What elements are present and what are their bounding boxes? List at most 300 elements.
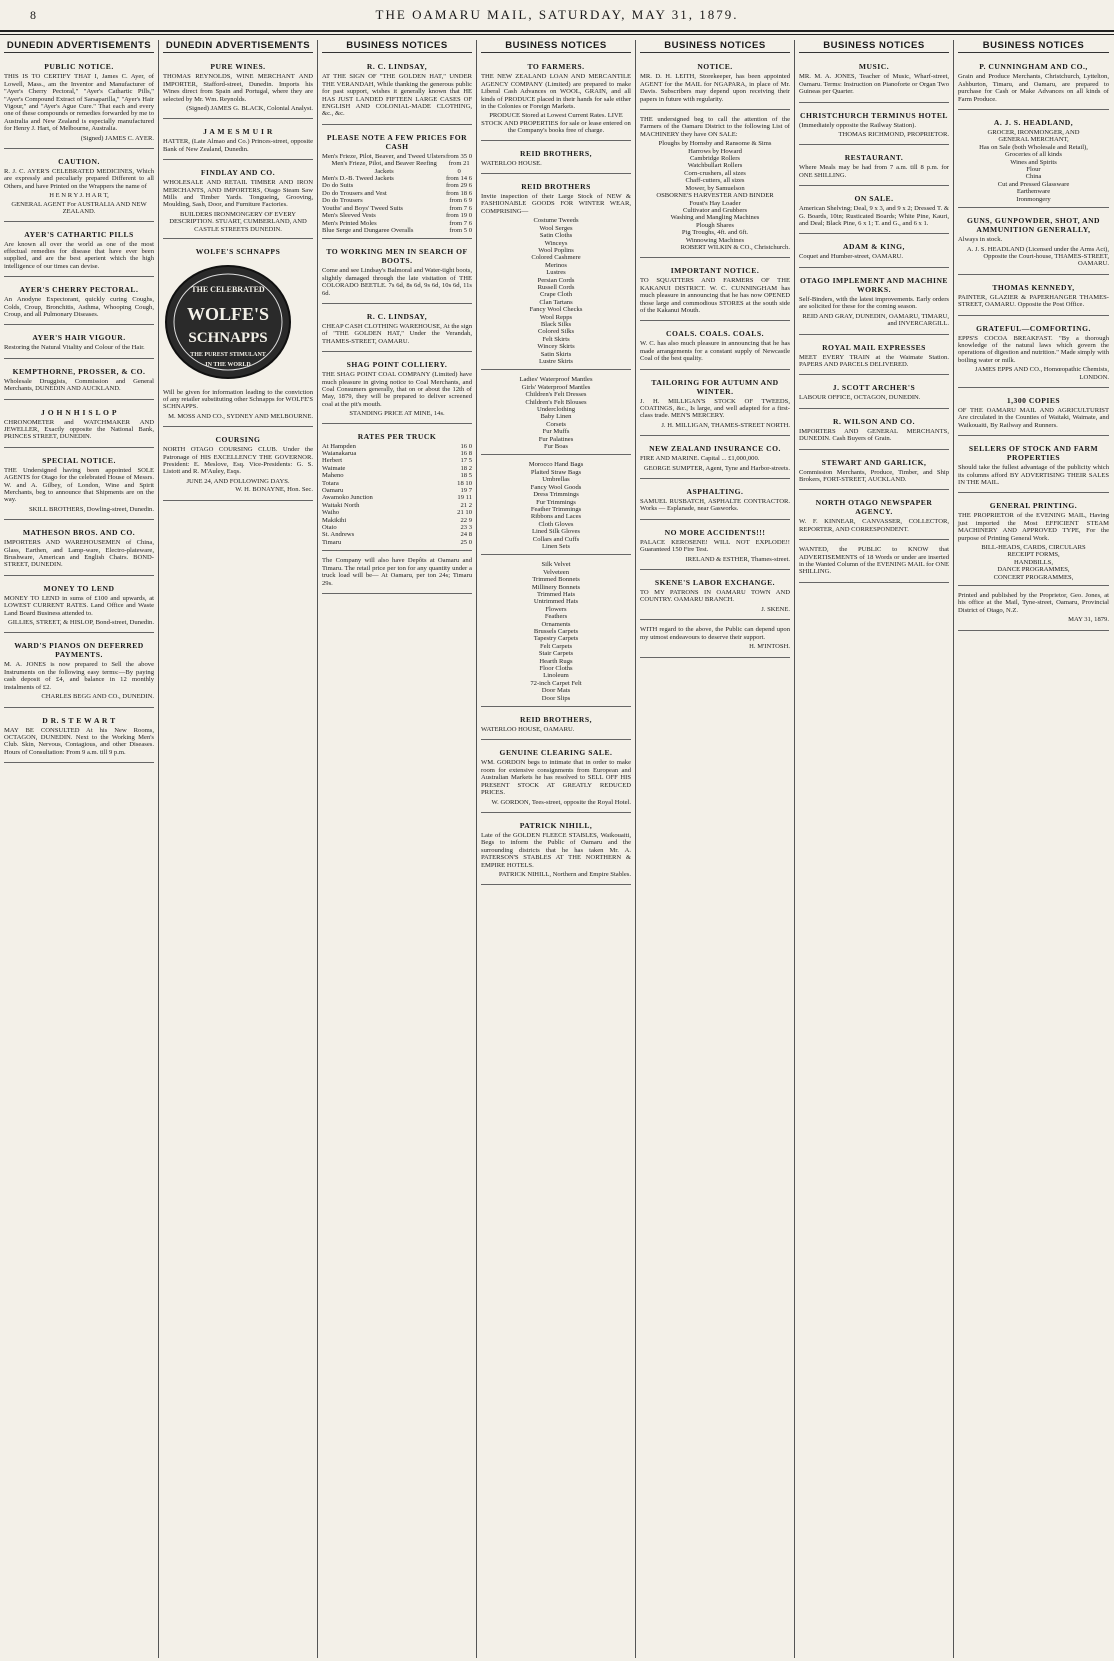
advertisement xyxy=(322,242,472,304)
price-row xyxy=(322,487,472,494)
price-value: 24 8 xyxy=(460,531,472,539)
ad-title: AYER'S HAIR VIGOUR. xyxy=(32,333,126,343)
list-item: Earthenware xyxy=(1016,188,1051,196)
price-row xyxy=(322,443,472,450)
price-row xyxy=(322,531,472,538)
advertisement xyxy=(163,122,313,160)
ad-body: IMPORTERS AND GENERAL MERCHANTS, DUNEDIN. Cash Buyers of Grain. xyxy=(799,427,949,443)
ad-body: AT THE SIGN OF "THE GOLDEN HAT," UNDER THE VERANDAH, While thanking the generous public for past support, wishes it generally known that HE HAS JUST LANDED FIFTEEN LARGE CASES OF ENGLISH AND COLONIAL-MADE CLOTHING, &c., &c. xyxy=(322,73,472,118)
list-item: Stair Carpets xyxy=(538,650,574,658)
list-item: Fur Muffs xyxy=(542,428,570,436)
list-item: Wool Serges xyxy=(539,224,573,232)
advertisement xyxy=(4,579,154,634)
list-item: Umbrellas xyxy=(542,476,570,484)
list-item: Baby Linen xyxy=(540,413,572,421)
price-row xyxy=(322,502,472,509)
ad-body: Restoring the Natural Vitality and Colour of the Hair. xyxy=(4,344,145,352)
list-item: Winceys xyxy=(544,239,568,247)
ad-title: REID BROTHERS xyxy=(521,182,591,192)
ad-body: (Immediately opposite the Railway Station). xyxy=(799,121,917,129)
ad-title: ROYAL MAIL EXPRESSES xyxy=(822,342,926,352)
ad-title: CAUTION. xyxy=(58,157,100,167)
advertisement xyxy=(481,458,631,555)
price-value: 19 11 xyxy=(457,494,472,502)
price-item: Totara xyxy=(322,479,339,487)
advertisement xyxy=(640,373,790,437)
list-item: China xyxy=(1025,173,1042,181)
ad-title: NORTH OTAGO NEWSPAPER AGENCY. xyxy=(815,498,933,517)
price-value: 23 3 xyxy=(460,524,472,532)
ad-signature: J. SKENE. xyxy=(761,605,790,613)
ad-signature: ROBERT WILKIN & CO., Christchurch. xyxy=(680,243,790,251)
price-value: from 35 0 xyxy=(445,152,472,160)
ad-title: NO MORE ACCIDENTS!!! xyxy=(664,527,766,537)
list-item: Costume Tweeds xyxy=(533,217,579,225)
price-value: from 6 9 xyxy=(449,197,472,205)
list-item: GENERAL MERCHANT, xyxy=(998,136,1069,144)
ad-list xyxy=(481,376,631,450)
ad-body: TO SQUATTERS AND FARMERS OF THE KAKANUI DISTRICT. W. C. CUNNINGHAM has much pleasure in announcing that he has now OPENED those large and commodious STORES at the south side of the Kakanui Mouth. xyxy=(640,277,790,314)
ad-signature: M. MOSS AND CO., SYDNEY AND MELBOURNE. xyxy=(168,412,313,420)
column-header: DUNEDIN ADVERTISEMENTS xyxy=(4,40,154,53)
ad-body: WANTED, the PUBLIC to KNOW that ADVERTISEMENTS of 18 Words or under are inserted in the Wanted Column of the EVENING MAIL for ONE SHILLING. xyxy=(799,546,949,576)
list-item: Fur Trimmings xyxy=(536,498,576,506)
masthead-rule-thin xyxy=(0,34,1114,35)
advertisement xyxy=(4,403,154,448)
ad-subtitle: BUILDERS IRONMONGERY OF EVERY DESCRIPTION. STUART, CUMBERLAND, AND CASTLE STREETS DUNEDIN. xyxy=(169,210,307,233)
ad-body: THE NEW ZEALAND LOAN AND MERCANTILE AGENCY COMPANY (Limited) are prepared to make Liberal Cash Advances on WOOL, GRAIN, and all kinds of PRODUCE placed in their hands for sale either in the Colonies or Foreign Markets. xyxy=(481,73,631,111)
list-item: Morocco Hand Bags xyxy=(528,461,584,469)
list-item: Silk Velvet xyxy=(541,561,571,569)
ad-body: American Shelving; Deal, 9 x 3, and 9 x 2; Dressed T. & G. Boards, 10in; Rusticated Boards; White Pine, Kauri, and Deal; Black Pine, 6 x 1; T. and G., and 6 x 1. xyxy=(799,205,949,228)
list-item: Ironmongery xyxy=(1016,195,1051,203)
list-item: Girls' Waterproof Mantles xyxy=(521,383,591,391)
price-row xyxy=(322,212,472,219)
list-item: DANCE PROGRAMMES, xyxy=(997,566,1070,574)
list-item: Persian Cords xyxy=(537,276,575,284)
ad-title: OTAGO IMPLEMENT AND MACHINE WORKS. xyxy=(799,275,948,294)
ad-title: REID BROTHERS, xyxy=(520,715,592,725)
price-value: 18 10 xyxy=(457,479,472,487)
advertisement xyxy=(322,128,472,239)
ad-body: Wholesale Druggists, Commission and General Merchants, DUNEDIN AND AUCKLAND. xyxy=(4,377,154,393)
ad-body: PALACE KEROSENE! WILL NOT EXPLODE!! Guaranteed 150 Fire Test. xyxy=(640,538,790,554)
price-value: from 18 6 xyxy=(445,189,472,197)
advertisement xyxy=(640,573,790,620)
price-value: 25 0 xyxy=(460,538,472,546)
advertisement xyxy=(163,57,313,119)
ad-body: Invite inspection of their Large Stock of NEW & FASHIONABLE GOODS FOR WINTER WEAR, COMPRISING— xyxy=(481,193,631,215)
list-item: Ribbons and Laces xyxy=(530,513,582,521)
ad-body: WATERLOO HOUSE, OAMARU. xyxy=(481,726,575,734)
advertisement xyxy=(640,113,790,258)
list-item: OSBORNE'S HARVESTER AND BINDER xyxy=(656,192,774,200)
ad-body: Are known all over the world as one of the most effectual remedies for disease that have ever been supplied, and are the best aperient which the high intelligence of our times can devise. xyxy=(4,240,154,270)
advertisement xyxy=(958,278,1109,316)
list-item: Mower, by Samuelson xyxy=(685,184,745,192)
ad-signature: H. M'INTOSH. xyxy=(749,643,790,651)
ad-title: PUBLIC NOTICE. xyxy=(44,62,114,72)
column-5 xyxy=(636,40,795,1658)
ad-body: Commission Merchants, Produce, Timber, and Ship Brokers, FORT-STREET, AUCKLAND. xyxy=(799,468,949,483)
ad-signature: REID AND GRAY, DUNEDIN, OAMARU, TIMARU, and INVERCARGILL. xyxy=(802,312,949,328)
advertisement xyxy=(640,439,790,479)
ad-signature: J. H. MILLIGAN, THAMES-STREET NORTH. xyxy=(661,421,790,429)
price-row xyxy=(322,160,472,175)
column-7 xyxy=(954,40,1113,1658)
ad-title: GENERAL PRINTING. xyxy=(989,501,1078,511)
column-header: BUSINESS NOTICES xyxy=(322,40,472,53)
list-item: Untrimmed Hats xyxy=(533,598,579,606)
advertisement xyxy=(799,148,949,186)
advertisement xyxy=(481,373,631,455)
ad-title: R. C. LINDSAY, xyxy=(366,62,428,72)
ad-subtitle: STANDING PRICE AT MINE, 14s. xyxy=(349,410,445,418)
ad-body: LABOUR OFFICE, OCTAGON, DUNEDIN. xyxy=(799,394,921,402)
advertisement xyxy=(4,152,154,221)
list-item: Colored Silks xyxy=(537,328,575,336)
price-item: At Hampden xyxy=(322,442,356,450)
list-item: Feathers xyxy=(544,613,568,621)
list-item: Fur Palatines xyxy=(538,435,574,443)
price-value: from 14 6 xyxy=(445,175,472,183)
ad-signature: GEORGE SUMPTER, Agent, Tyne and Harbor-streets. xyxy=(643,464,790,472)
price-value: 16 0 xyxy=(460,442,472,450)
ad-body: THE PROPRIETOR of the EVENING MAIL, Having just imported the Most EFFICIENT STEAM MACHINERY AND APPROVED TYPE, For the purpose of Printing General Work. xyxy=(958,512,1109,542)
ad-title: REID BROTHERS, xyxy=(520,148,592,158)
price-item: Do do Suits xyxy=(322,182,354,190)
ad-title: TO FARMERS. xyxy=(527,62,585,72)
price-item: Waianakarua xyxy=(322,450,357,457)
list-item: Feather Trimmings xyxy=(530,505,582,513)
ad-signature: THOMAS RICHMOND, PROPRIETOR. xyxy=(838,131,949,139)
ad-body: TO MY PATRONS IN OAMARU TOWN AND COUNTRY. OAMARU BRANCH. xyxy=(640,589,790,604)
column-header: BUSINESS NOTICES xyxy=(481,40,631,53)
ad-title: P. CUNNINGHAM AND CO., xyxy=(979,62,1088,72)
ad-title: SHAG POINT COLLIERY. xyxy=(346,360,448,370)
price-value: 18 2 xyxy=(460,464,472,472)
ad-body: W. C. has also much pleasure in announcing that he has made arrangements for a constant supply of Newcastle Coal of the best quality. xyxy=(640,340,790,363)
advertisement xyxy=(958,391,1109,436)
list-item: Lustre Skirts xyxy=(539,358,573,365)
advertisement xyxy=(163,163,313,239)
ad-title: THOMAS KENNEDY, xyxy=(992,282,1075,292)
ad-body: THIS IS TO CERTIFY THAT I, James C. Ayer, of Lowell, Mass., am the Inventor and Manufacturer of "Ayer's Cherry Pectoral," "Ayer's Cathartic Pills," "Ayer's Compound Extract of Sarsaparilla," "Ayer's Hair Vigour," and "Ayer's Ague Cure." That each and every one of these compounds or remedies forwarded by me to Australia and New Zealand is especially manufactured for Henry J. Hart, of Melbourne, Australia. xyxy=(4,73,154,133)
advertisement xyxy=(322,355,472,423)
ad-title: SELLERS OF STOCK AND FARM PROPERTIES xyxy=(968,444,1099,463)
price-row xyxy=(322,494,472,501)
list-item: Millinery Bonnets xyxy=(531,583,581,591)
ad-signature: GILLIES, STREET, & HISLOP, Bond-street, Dunedin. xyxy=(7,619,154,627)
list-item: Linen Sets xyxy=(541,542,571,550)
advertisement xyxy=(958,211,1109,275)
ad-signature: A. J. S. HEADLAND (Licensed under the Arms Act), Opposite the Court-house, THAMES-STREET, OAMARU. xyxy=(966,245,1109,268)
columns xyxy=(0,40,1114,1658)
list-item: Felt Carpets xyxy=(539,642,573,650)
advertisement xyxy=(799,543,949,583)
column-2 xyxy=(159,40,318,1658)
price-item: Do do Trousers and Vest xyxy=(322,189,387,197)
ad-body: An Anodyne Expectorant, quickly curing Coughs, Colds, Croup, Bronchitis, Asthma, Whooping Cough, Croup, and all Pulmonary Diseases. xyxy=(4,296,154,318)
advertisement xyxy=(958,496,1109,586)
list-item: Linoleum xyxy=(543,672,569,680)
ad-title: MATHESON BROS. AND CO. xyxy=(22,528,136,538)
price-value: 18 5 xyxy=(460,472,472,480)
price-item: Men's Frieze, Pilot, and Beaver Reefing Jackets xyxy=(331,160,437,175)
price-value: 16 8 xyxy=(460,450,472,457)
list-item: Fancy Wool Checks xyxy=(529,306,583,314)
list-item: Trimmed Bonnets xyxy=(532,576,580,584)
list-item: Ladies' Waterproof Mantles xyxy=(519,376,593,384)
price-list xyxy=(322,443,472,547)
advertisement xyxy=(958,439,1109,493)
ad-title: WOLFE'S SCHNAPPS xyxy=(195,247,281,257)
price-item: Men's Frieze, Pilot, Beaver, and Tweed Ulsters xyxy=(322,152,446,160)
list-item: Crape Cloth xyxy=(539,291,573,299)
price-row xyxy=(322,227,472,234)
price-item: St. Andrews xyxy=(322,531,355,539)
list-item: Lustres xyxy=(546,269,566,277)
label-text: WOLFE'S xyxy=(186,304,270,325)
list-item: Ploughs by Hornsby and Ransome & Sims xyxy=(658,140,772,148)
list-item: Wool Repps xyxy=(539,313,573,321)
ad-body: Will be given for information leading to the conviction of any retailer substituting other Schnapps for WOLFE'S SCHNAPPS. xyxy=(163,388,313,411)
advertisement xyxy=(322,57,472,124)
ad-title: R. WILSON AND CO. xyxy=(833,416,915,426)
advertisement xyxy=(640,523,790,570)
masthead-title: THE OAMARU MAIL, SATURDAY, MAY 31, 1879. xyxy=(375,7,739,22)
ad-list xyxy=(958,544,1109,581)
ad-body: Printed and published by the Proprietor, Geo. Jones, at his office at the Mail, Tyne-street, Oamaru, Provincial District of Otago, N.Z. xyxy=(958,592,1109,614)
ad-title: AYER'S CATHARTIC PILLS xyxy=(24,229,134,239)
ad-title: COALS. COALS. COALS. xyxy=(666,329,764,339)
list-item: Satin Skirts xyxy=(540,350,572,358)
ad-body: M. A. JONES is now prepared to Sell the above Instruments on the following easy terms:—By paying cash deposit of £4, and balance in 12 monthly instalments of £2. xyxy=(4,661,154,691)
advertisement xyxy=(481,144,631,174)
column-header: BUSINESS NOTICES xyxy=(640,40,790,53)
list-item: Foust's Hay Loader xyxy=(689,199,741,207)
price-value: 22 9 xyxy=(460,516,472,524)
advertisement xyxy=(640,482,790,520)
price-item: Do do Trousers xyxy=(322,197,363,205)
price-row xyxy=(322,472,472,479)
ad-title: R. C. LINDSAY, xyxy=(366,311,428,321)
advertisement xyxy=(163,242,313,427)
ad-body: WATERLOO HOUSE. xyxy=(481,159,542,167)
list-item: Black Silks xyxy=(540,320,572,328)
ad-body: Coquet and Humber-street, OAMARU. xyxy=(799,253,904,261)
list-item: Satin Cloths xyxy=(539,232,573,240)
list-item: Merinos xyxy=(545,261,567,269)
price-row xyxy=(322,182,472,189)
advertisement xyxy=(481,57,631,140)
list-item: Fancy Wool Goods xyxy=(530,483,582,491)
ad-title: SPECIAL NOTICE. xyxy=(42,455,116,465)
ad-subtitle: PRODUCE Stored at Lowest Current Rates. LIVE STOCK AND PROPERTIES for sale or lease entered on the Company's books free of charge. xyxy=(481,112,631,135)
list-item: Dress Trimmings xyxy=(533,491,579,499)
column-4 xyxy=(477,40,636,1658)
ad-title: J O H N H I S L O P xyxy=(41,407,117,417)
ad-body: FIRE AND MARINE. Capital ... £1,000,000. xyxy=(640,455,760,463)
list-item: Flour xyxy=(1026,166,1041,174)
price-item: Timaru xyxy=(322,538,342,546)
list-item: Lined Silk Gloves xyxy=(532,528,580,536)
list-item: Watchbullart Rollers xyxy=(687,162,743,170)
price-row xyxy=(322,450,472,457)
price-row xyxy=(322,190,472,197)
ad-title: STEWART AND GARLICK, xyxy=(821,457,927,467)
price-row xyxy=(322,480,472,487)
price-value: 17 5 xyxy=(460,457,472,465)
ad-list xyxy=(640,140,790,244)
masthead xyxy=(0,0,1114,30)
advertisement xyxy=(481,743,631,812)
ad-body: Always in stock. xyxy=(958,236,1003,244)
ad-title: ASPHALTING. xyxy=(686,487,744,497)
ad-body: Grain and Produce Merchants, Christchurch, Lyttelton, Ashburton, Timaru, and Oamaru, are prepared to purchase for Cash or Make Advances on all kinds of Farm Produce. xyxy=(958,73,1109,103)
price-item: Herbert xyxy=(322,457,343,465)
list-item: Wincey Skirts xyxy=(537,343,575,351)
list-item: Wines and Spirits xyxy=(1010,158,1057,166)
advertisement xyxy=(163,430,313,500)
ad-title: ON SALE. xyxy=(854,194,894,204)
list-item: Pig Troughs, 4ft. and 6ft. xyxy=(681,229,749,237)
ad-signature: IRELAND & ESTHER, Thames-street. xyxy=(685,555,790,563)
advertisement xyxy=(958,589,1109,631)
advertisement xyxy=(481,177,631,370)
column-header: BUSINESS NOTICES xyxy=(958,40,1109,53)
price-value: from 29 6 xyxy=(445,182,472,190)
ad-subtitle: JUNE 24, AND FOLLOWING DAYS. xyxy=(186,477,290,485)
list-item: Children's Felt Dresses xyxy=(525,391,587,399)
advertisement xyxy=(799,493,949,540)
advertisement xyxy=(958,57,1109,110)
price-item: Awamoko Junction xyxy=(322,494,373,502)
advertisement xyxy=(799,57,949,102)
ad-body: MR. M. A. JONES, Teacher of Music, Wharf-street, Oamaru. Terms: Instruction on Pianoforte or Organ Two Guineas per Quarter. xyxy=(799,73,949,96)
list-item: Floor Cloths xyxy=(539,665,573,673)
column-6 xyxy=(795,40,954,1658)
list-item: Tapestry Carpets xyxy=(533,635,579,643)
list-item: Wool Poplins xyxy=(538,246,574,254)
advertisement xyxy=(4,362,154,400)
masthead-rule xyxy=(0,30,1114,32)
price-value: from 7 6 xyxy=(449,204,472,212)
list-item: Corsets xyxy=(546,420,566,428)
advertisement xyxy=(640,57,790,110)
price-row xyxy=(322,153,472,160)
list-item: GROCER, IRONMONGER, AND xyxy=(987,129,1080,137)
price-value: from 19 0 xyxy=(445,212,472,220)
ad-title: GENUINE CLEARING SALE. xyxy=(499,748,613,758)
advertisement xyxy=(640,623,790,657)
advertisement xyxy=(958,319,1109,388)
price-item: Waiho xyxy=(322,509,340,517)
ad-body: The Company will also have Depôts at Oamaru and Timaru. The retail price per ton for any quantity under a truck load will be— At Oamaru, per ton 24s; Timaru 29s. xyxy=(322,557,472,587)
list-item: Felt Skirts xyxy=(542,335,570,343)
price-row xyxy=(322,509,472,516)
ad-signature: (Signed) JAMES G. BLACK, Colonial Analyst. xyxy=(186,105,313,113)
label-text: THE CELEBRATED xyxy=(191,285,265,295)
list-item: Collars and Cuffs xyxy=(532,535,580,543)
ad-title: SKENE'S LABOR EXCHANGE. xyxy=(654,578,776,588)
ad-title: PATRICK NIHILL, xyxy=(519,820,593,830)
column-3 xyxy=(318,40,477,1658)
ad-title: AYER'S CHERRY PECTORAL. xyxy=(19,285,139,295)
advertisement xyxy=(4,328,154,358)
ad-body: WITH regard to the above, the Public can depend upon my utmost endeavours to deserve their support. xyxy=(640,626,790,641)
price-row xyxy=(322,524,472,531)
advertisement xyxy=(799,378,949,408)
price-value: from 21 0 xyxy=(448,160,470,175)
price-value: 19 7 xyxy=(460,487,472,495)
ad-list xyxy=(481,217,631,365)
price-row xyxy=(322,197,472,204)
advertisement xyxy=(322,554,472,594)
page-number: 8 xyxy=(30,8,38,22)
list-item: Winnowing Machines xyxy=(685,236,745,244)
list-item: Harrows by Howard xyxy=(688,147,742,155)
list-item: Colored Cashmere xyxy=(531,254,581,262)
ad-body: MONEY TO LEND in sums of £100 and upwards, at LOWEST CURRENT RATES. Land Office and Waste Land Board Business attended to. xyxy=(4,594,154,617)
ad-title: ADAM & KING, xyxy=(843,242,905,252)
advertisement xyxy=(640,261,790,321)
price-row xyxy=(322,539,472,546)
advertisement xyxy=(799,412,949,450)
ad-body: WM. GORDON begs to intimate that in order to make room for extensive consignments from European and Australian Markets he has resolved to SELL OFF HIS PRESENT STOCK AT GREATLY REDUCED PRICES. xyxy=(481,759,631,797)
price-value: from 5 0 xyxy=(449,226,472,234)
ad-body: THE Undersigned having been appointed SOLE AGENTS for Otago for the celebrated House of Messrs. W. and A. Gilbey, of London, Wine and Spirit Merchants, beg to announce that Shipments are on the way. xyxy=(4,466,154,504)
label-text: SCHNAPPS xyxy=(188,330,268,347)
ad-subtitle: GENERAL AGENT For AUSTRALIA AND NEW ZEALAND. xyxy=(11,200,147,216)
ad-body: W. F. KINNEAR, CANVASSER, COLLECTOR, REPORTER, AND CORRESPONDENT. xyxy=(799,518,949,533)
advertisement xyxy=(640,324,790,369)
ad-title: J. SCOTT ARCHER'S xyxy=(832,383,916,393)
list-item: Brussels Carpets xyxy=(533,628,579,635)
price-item: Makikihi xyxy=(322,516,347,524)
advertisement xyxy=(799,106,949,146)
advertisement xyxy=(799,453,949,491)
ad-body: THOMAS REYNOLDS, WINE MERCHANT AND IMPORTER, Stafford-street, Dunedin. Imports his Wines direct from Spain and Portugal, where they are selected by Mr. Wm. Reynolds. xyxy=(163,73,313,103)
list-item: Clan Tartans xyxy=(539,298,573,306)
advertisement xyxy=(799,338,949,376)
ad-title: TAILORING FOR AUTUMN AND WINTER. xyxy=(651,377,779,396)
ad-body: SAMUEL RUSBATCH, ASPHALTE CONTRACTOR. Works — Esplanade, near Gasworks. xyxy=(640,498,790,513)
list-item: Cambridge Rollers xyxy=(690,155,740,163)
advertisement xyxy=(799,189,949,234)
advertisement xyxy=(4,523,154,576)
advertisement xyxy=(799,271,949,335)
list-item: Cloth Gloves xyxy=(538,520,574,528)
list-item: Plaited Straw Bags xyxy=(530,468,582,476)
advertisement xyxy=(4,636,154,707)
price-value: 21 2 xyxy=(460,501,472,509)
list-item: RECEIPT FORMS, xyxy=(1007,551,1060,559)
ad-title: GRATEFUL—COMFORTING. xyxy=(976,323,1091,333)
advertisement xyxy=(799,237,949,267)
ad-body: MR. D. H. LEITH, Storekeeper, has been appointed AGENT for the MAIL for NGAPARA, in place of Mr. Davis. Subscribers may depend upon receiving their papers in future with regularity. xyxy=(640,73,790,103)
ad-body: CHRONOMETER and WATCHMAKER AND JEWELLER, Exactly opposite the National Bank, PRINCES STREET, DUNEDIN. xyxy=(4,418,154,441)
price-item: Waitaki North xyxy=(322,501,360,509)
list-item: HANDBILLS, xyxy=(1013,558,1053,566)
ad-title: NEW ZEALAND INSURANCE CO. xyxy=(649,444,781,454)
ad-body: THE undersigned beg to call the attention of the Farmers of the Oamaru District to the following List of MACHINERY they have ON SALE: xyxy=(640,116,790,138)
ad-signature: CHARLES BEGG AND CO., DUNEDIN. xyxy=(41,693,154,701)
list-item: Cultivator and Grubbers xyxy=(682,206,748,214)
price-item: Maheno xyxy=(322,472,344,480)
label-text: IN THE WORLD xyxy=(205,362,251,369)
ad-title: PURE WINES. xyxy=(210,62,266,72)
